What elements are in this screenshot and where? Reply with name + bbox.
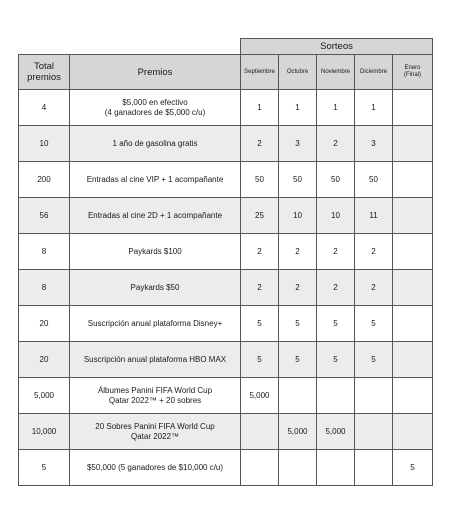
- prize-cell: Álbumes Panini FIFA World Cup Qatar 2022™ + 20 sobres: [70, 378, 241, 414]
- prize-cell: Entradas al cine VIP + 1 acompañante: [70, 162, 241, 198]
- prize-table: [18, 38, 433, 486]
- draw-count-cell: [393, 90, 433, 126]
- table-row: [19, 126, 433, 162]
- draw-count-cell: 50: [241, 162, 279, 198]
- month-header-enero-final: Enero (Final): [393, 55, 433, 90]
- draw-count-cell: 5,000: [279, 414, 317, 450]
- prize-cell: Entradas al cine 2D + 1 acompañante: [70, 198, 241, 234]
- draw-count-cell: 5: [241, 342, 279, 378]
- premios-header: Premios: [70, 55, 241, 90]
- draw-count-cell: 1: [279, 90, 317, 126]
- month-header-diciembre: Diciembre: [355, 55, 393, 90]
- draw-count-cell: [393, 234, 433, 270]
- draw-count-cell: 3: [279, 126, 317, 162]
- table-row: [19, 198, 433, 234]
- draw-count-cell: 1: [241, 90, 279, 126]
- draw-count-cell: 10: [317, 198, 355, 234]
- draw-count-cell: [279, 450, 317, 486]
- total-cell: 200: [19, 162, 70, 198]
- draw-count-cell: 5: [279, 342, 317, 378]
- draw-count-cell: [279, 378, 317, 414]
- table-row: [19, 378, 433, 414]
- draw-count-cell: [393, 162, 433, 198]
- draw-count-cell: 5: [355, 306, 393, 342]
- table-row: [19, 450, 433, 486]
- draw-count-cell: 11: [355, 198, 393, 234]
- draw-count-cell: [355, 414, 393, 450]
- table-row: [19, 414, 433, 450]
- table-row: [19, 342, 433, 378]
- draw-count-cell: [317, 450, 355, 486]
- total-cell: 10,000: [19, 414, 70, 450]
- draw-count-cell: [393, 126, 433, 162]
- draw-count-cell: 1: [355, 90, 393, 126]
- draw-count-cell: 2: [355, 270, 393, 306]
- draw-count-cell: 2: [279, 234, 317, 270]
- table-row: [19, 270, 433, 306]
- table-row: [19, 162, 433, 198]
- draw-count-cell: [317, 378, 355, 414]
- prize-cell: Paykards $50: [70, 270, 241, 306]
- draw-count-cell: [355, 450, 393, 486]
- draw-count-cell: [393, 306, 433, 342]
- draw-count-cell: [393, 378, 433, 414]
- total-cell: 5,000: [19, 378, 70, 414]
- draw-count-cell: 5: [317, 342, 355, 378]
- draw-count-cell: [393, 342, 433, 378]
- total-cell: 5: [19, 450, 70, 486]
- draw-count-cell: [355, 378, 393, 414]
- total-cell: 8: [19, 270, 70, 306]
- draw-count-cell: 2: [317, 234, 355, 270]
- table-row: [19, 306, 433, 342]
- table-row: [19, 234, 433, 270]
- draw-count-cell: [241, 414, 279, 450]
- draw-count-cell: 2: [317, 126, 355, 162]
- draw-count-cell: 2: [241, 234, 279, 270]
- draw-count-cell: [393, 270, 433, 306]
- draw-count-cell: 50: [355, 162, 393, 198]
- prize-cell: 20 Sobres Panini FIFA World Cup Qatar 2022™: [70, 414, 241, 450]
- draw-count-cell: 50: [317, 162, 355, 198]
- draw-count-cell: [393, 414, 433, 450]
- prize-cell: $50,000 (5 ganadores de $10,000 c/u): [70, 450, 241, 486]
- total-cell: 20: [19, 342, 70, 378]
- draw-count-cell: 2: [355, 234, 393, 270]
- draw-count-cell: 2: [241, 126, 279, 162]
- total-cell: 56: [19, 198, 70, 234]
- header-blank: [19, 39, 241, 55]
- prize-cell: Suscripción anual plataforma Disney+: [70, 306, 241, 342]
- month-header-octubre: Octubre: [279, 55, 317, 90]
- prize-cell: $5,000 en efectivo (4 ganadores de $5,000 c/u): [70, 90, 241, 126]
- prize-cell: Paykards $100: [70, 234, 241, 270]
- draw-count-cell: 50: [279, 162, 317, 198]
- draw-count-cell: [393, 198, 433, 234]
- prize-cell: 1 año de gasolina gratis: [70, 126, 241, 162]
- table-body: [19, 90, 433, 486]
- draw-count-cell: 5,000: [241, 378, 279, 414]
- draw-count-cell: 5: [393, 450, 433, 486]
- draw-count-cell: 2: [317, 270, 355, 306]
- month-header-noviembre: Noviembre: [317, 55, 355, 90]
- draw-count-cell: 2: [241, 270, 279, 306]
- sorteos-header: Sorteos: [241, 39, 433, 55]
- draw-count-cell: 5: [241, 306, 279, 342]
- draw-count-cell: 5: [355, 342, 393, 378]
- draw-count-cell: 5,000: [317, 414, 355, 450]
- total-cell: 4: [19, 90, 70, 126]
- total-cell: 8: [19, 234, 70, 270]
- prize-cell: Suscripción anual plataforma HBO MAX: [70, 342, 241, 378]
- draw-count-cell: 3: [355, 126, 393, 162]
- total-cell: 10: [19, 126, 70, 162]
- draw-count-cell: 25: [241, 198, 279, 234]
- draw-count-cell: [241, 450, 279, 486]
- draw-count-cell: 5: [279, 306, 317, 342]
- draw-count-cell: 2: [279, 270, 317, 306]
- month-header-septiembre: Septiembre: [241, 55, 279, 90]
- total-cell: 20: [19, 306, 70, 342]
- table-row: [19, 90, 433, 126]
- total-premios-header: Total premios: [19, 55, 70, 90]
- draw-count-cell: 10: [279, 198, 317, 234]
- draw-count-cell: 5: [317, 306, 355, 342]
- draw-count-cell: 1: [317, 90, 355, 126]
